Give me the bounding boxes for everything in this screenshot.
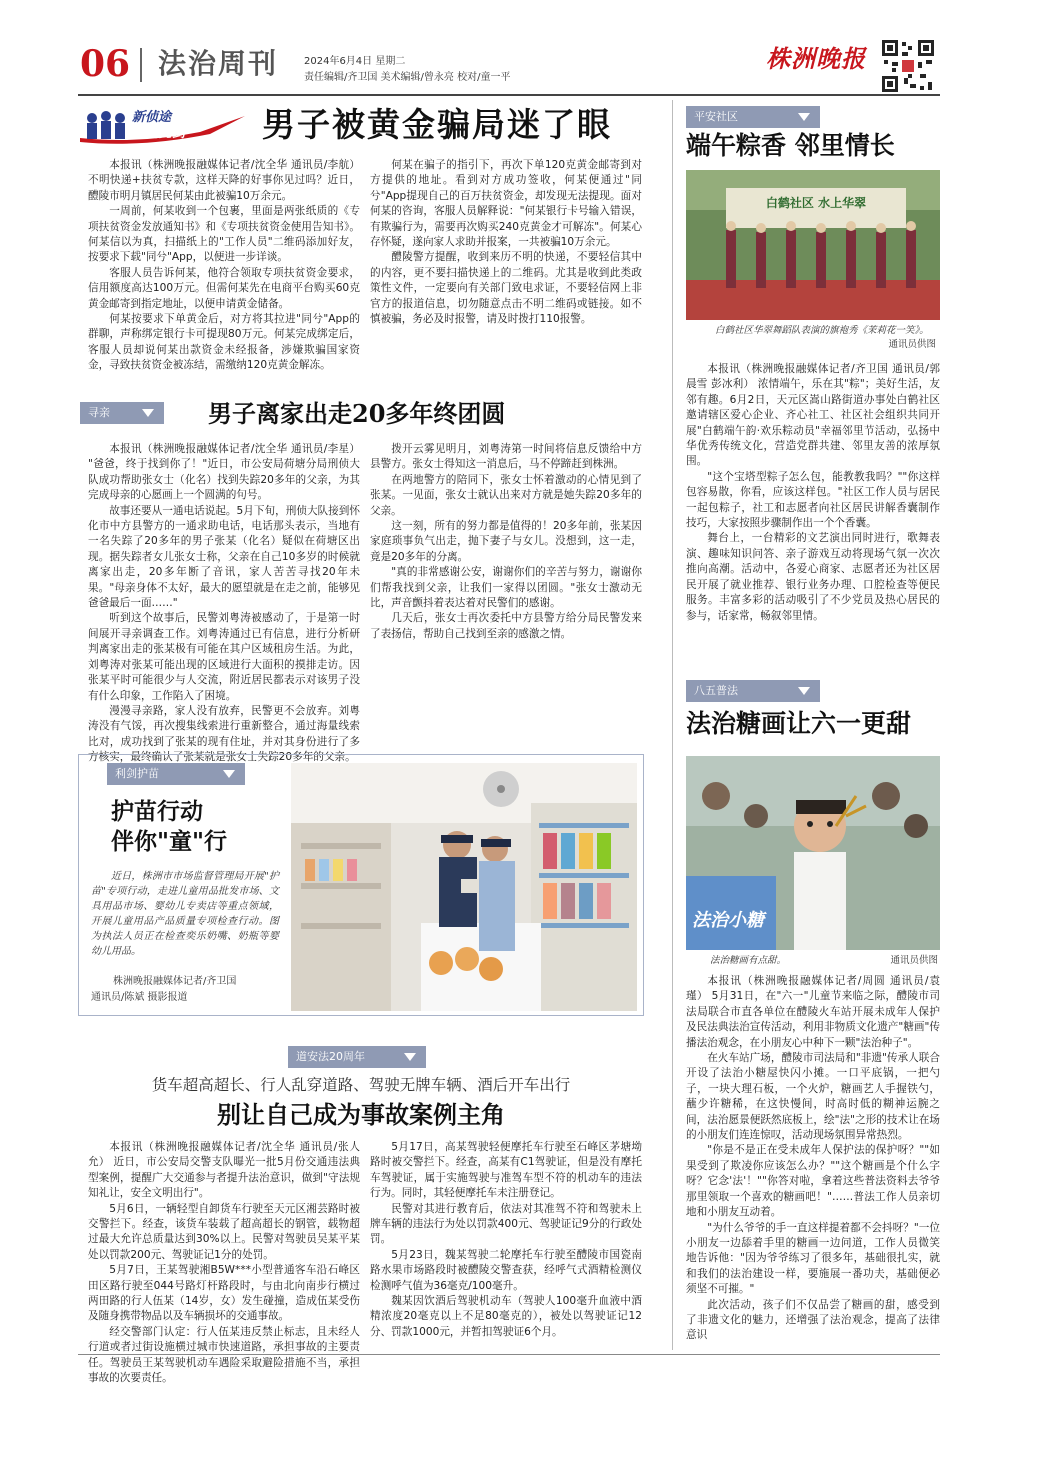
tag-label: 八五普法 (694, 684, 738, 697)
inspection-scene-image (291, 763, 637, 1011)
event-banner-text: 白鹤社区 水上华翠 (765, 196, 867, 210)
paragraph: 5月7日，王某驾驶湘B5W***小型普通客车沿石峰区田区路行驶至044号路灯杆路段时，与由北向南步行横过两田路的行人伍某（14岁，女）发生碰撞，造成伍某受伤及随身携带物品以及车辆损坏的交通事故。 (88, 1264, 360, 1323)
banner-text: 法治小糖 (692, 910, 764, 931)
paragraph: "为什么爷爷的手一直这样提着都不会抖呀？"一位小朋友一边舔着手里的糖画一边问道，工作人员微笑地告诉他："因为爷爷练习了很多年，基础很扎实，就和我们的法治建设一样，要施展一番功夫，基础便必须坚不可摧。" (686, 1221, 940, 1296)
section-tag (686, 106, 820, 128)
dance-photo (686, 170, 940, 320)
caption-credit: 通讯员供图 (890, 955, 938, 966)
article-title: 端午粽香 邻里情长 (686, 131, 895, 160)
feature-box (78, 754, 644, 1016)
triangle-down-icon (798, 113, 810, 121)
dance-performance-image (686, 170, 940, 320)
paragraph: 一周前，何某收到一个包裹，里面是两张纸质的《专项扶贫资金发放通知书》和《专项扶贫资金使用告知书》。何某信以为真，扫描纸上的"工作人员"二维码添加好友，按要求下载"同兮"App，以便进一步详谈。 (88, 205, 360, 264)
editors-line: 责任编辑/齐卫国 美术编辑/曾永亮 校对/童一平 (304, 72, 511, 83)
paragraph: 这一刻，所有的努力都是值得的！20多年前，张某因家庭琐事负气出走，抛下妻子与女儿。没想到，这一走，竟是20多年的分离。 (370, 520, 642, 563)
article-title: 别让自己成为事故案例主角 (217, 1100, 505, 1129)
paragraph: 此次活动，孩子们不仅品尝了糖画的甜，感受到了非遗文化的魅力，还增强了法治观念，提高了法律意识 (686, 1298, 940, 1342)
paragraph: 本报讯（株洲晚报融媒体记者/沈全华 通讯员/李航） 不明快递+扶贫专款，这样天降的好事你见过吗？近日，醴陵市明月镇居民何某由此被骗10万余元。 (88, 159, 360, 202)
section-logo (80, 104, 250, 144)
paragraph: 5月6日，一辆轻型自卸货车行驶至天元区湘芸路时被交警拦下。经查，该货车装载了超高超长的钢管，载物超过最大允许总质量达到30%以上。民警对驾驶员吴某平某处以罚款200元、驾驶证记1分的处罚。 (88, 1202, 360, 1261)
child-photo (686, 756, 940, 950)
paragraph: "你是不是正在受未成年人保护法的保护呀？""如果受到了欺凌你应该怎么办？""这个糖画是个什么字呀？它念'法'！""你答对啦，拿着这些普法资料去爷爷那里领取一个喜欢的糖画吧！"……普法工作人员亲切地和小朋友互动着。 (686, 1144, 940, 1219)
article-body-col1 (88, 158, 360, 374)
date-line: 2024年6月4日 星期二 (304, 56, 406, 67)
inspection-photo (291, 763, 637, 1011)
paragraph: 在火车站广场，醴陵市司法局和"非遗"传承人联合开设了法治小糖屋快闪小摊。一口平底锅，一把勺子，一块大理石板，一个火炉，糖画艺人手握铁勺，蘸少许糖稀，在这快慢间，时高时低的糊神运腕之间，法治愿景便跃然底板上，绘"法"之形的技术让在场的小朋友们连连惊叹，活动现场氛围异常热烈。 (686, 1052, 940, 1142)
paragraph: 几天后，张女士再次委托中方县警方给分局民警发来了表扬信，帮助自己找到至亲的感激之情。 (370, 612, 642, 640)
triangle-down-icon (798, 687, 810, 695)
caption-credit: 通讯员供图 (888, 339, 936, 350)
triangle-down-icon (404, 1053, 416, 1061)
paragraph: 漫漫寻亲路，家人没有放弃，民警更不会放弃。刘粤涛没有气馁，再次搜集线索进行重新整合，通过海量线索比对，成功找到了张某的现有住址，并对其身份进行了多方核实，最终确认了张某就是张女士失踪20多年的父亲。 (88, 704, 360, 764)
header-rule (78, 94, 940, 96)
paragraph: 5月17日，高某驾驶轻便摩托车行驶至石峰区茅塘坳路时被交警拦下。经查，高某有C1驾驶证，但是没有摩托车驾驶证，属于实施驾驶与准驾车型不符的机动车的违法行为。同时，其轻便摩托车未注册登记。 (370, 1141, 642, 1200)
section-title: 法治周刊 (158, 47, 279, 80)
paragraph: 本报讯（株洲晚报融媒体记者/周圆 通讯员/袁瑾） 5月31日，在"六一"儿童节来临之际，醴陵市司法局联合市直各单位在醴陵火车站开展未成年人保护及民法典法治宣传活动，利用非物质文化遗产"糖画"传播法治观念，在小朋友心中种下一颗"法治种子"。 (686, 975, 940, 1049)
page-number: 06 (80, 43, 131, 85)
paragraph: 客服人员告诉何某，他符合领取专项扶贫资金要求，信用额度高达100万元。但需何某先在电商平台购买60克黄金邮寄到指定地址，以便申请黄金储备。 (88, 266, 360, 310)
feature-credit-1: 株洲晚报融媒体记者/齐卫国 (113, 976, 237, 987)
triangle-down-icon (223, 770, 235, 778)
article-title: 法治糖画让六一更甜 (686, 709, 912, 738)
section-tag (686, 680, 820, 702)
paragraph: 故事还要从一通电话说起。5月下旬，刑侦大队接到怀化市中方县警方的一通求助电话，电话那头表示，当地有一名失踪了20多年的男子张某（化名）疑似在荷塘区出现。据失踪者女儿张女士称，父亲在自己10多岁的时候就离家出走，20多年断了音讯，家人苦苦寻找20年未果。"母亲身体不太好，最大的愿望就是在走之前，能够见爸爸最后一面……" (88, 504, 360, 610)
paragraph: "这个宝塔型粽子怎么包，能教教我吗？""你这样包容易散，你看，应该这样包。"社区工作人员与居民一起包粽子，社工和志愿者向社区居民讲解香囊制作技巧，大家按照步骤制作出一个个香囊。 (686, 470, 940, 530)
article-body-col1 (88, 442, 360, 766)
caption-text: 白鹤社区华翠舞蹈队表演的旗袍秀《茉莉花一笑》。 (715, 325, 929, 336)
paragraph: 拨开云雾见明月，刘粤涛第一时间将信息反馈给中方县警方。张女士得知这一消息后，马不停蹄赶到株洲。 (370, 443, 642, 471)
feature-title-line2: 伴你"童"行 (111, 828, 227, 855)
tag-label: 平安社区 (694, 110, 738, 123)
section-tag (107, 763, 245, 785)
article-body (686, 362, 940, 624)
masthead-logo: 株洲晚报 (766, 44, 866, 73)
section-tag (288, 1046, 426, 1068)
section-tag (80, 402, 164, 424)
paragraph: 在两地警方的陪同下，张女士怀着激动的心情见到了张某。一见面，张女士就认出来对方就是她失踪20多年的父亲。 (370, 473, 642, 517)
paragraph: 何某按要求下单黄金后，对方将其拉进"同兮"App的群聊，声称绑定银行卡可提现80万元。何某完成绑定后，客服人员却说何某出款资金未经报备，涉嫌欺骗国家资金，寻致扶贫资金被冻结，需缴纳120克黄金解冻。 (88, 313, 360, 372)
logo-text-bottom: 新亮剑 (146, 126, 186, 141)
paragraph: 本报讯（株洲晚报融媒体记者/沈全华 通讯员/李星） "爸爸，终于找到你了！"近日，市公安局荷塘分局刑侦大队成功帮助张女士（化名）找到失踪20多年的父亲，为其完成母亲的心愿画上一个圆满的句号。 (88, 443, 360, 502)
paragraph: "真的非常感谢公安，谢谢你们的辛苦与努力，谢谢你们帮我找到父亲，让我们一家得以团圆。"张女士激动无比，声音颤抖着表达着对民警们的感谢。 (370, 566, 642, 610)
tag-label: 道安法20周年 (296, 1050, 365, 1063)
paragraph: 魏某因饮酒后驾驶机动车（驾驶人100毫升血液中酒精浓度20毫克以上不足80毫克的），被处以驾驶证记12分、罚款1000元，并暂扣驾驶证6个月。 (370, 1295, 642, 1338)
feature-caption: 近日，株洲市市场监督管理局开展"护苗"专项行动，走进儿童用品批发市场、文具用品市场、婴幼儿专卖店等重点领域，开展儿童用品产品质量专项检查行动。图为执法人员正在检查奕乐奶嘴、奶瓶等婴幼儿用品。 (91, 871, 279, 957)
feature-credit-2: 通讯员/陈斌 摄影报道 (91, 992, 188, 1003)
paragraph: 舞台上，一台精彩的文艺演出同时进行，歌舞表演、趣味知识问答、亲子游戏互动将现场气氛一次次推向高潮。活动中，各爱心商家、志愿者还为社区居民开展了就业推荐、银行业务办理、口腔检查等便民服务。丰富多彩的活动吸引了不少党员及热心居民的参与，话家常，畅叙邻里情。 (686, 532, 940, 622)
paragraph: 本报讯（株洲晚报融媒体记者/沈全华 通讯员/张人允） 近日，市公安局交警支队曝光一批5月份交通违法典型案例，提醒广大交通参与者提升法治意识，做到"守法规知礼让，安全文明出行"。 (88, 1141, 360, 1200)
tag-label: 利剑护苗 (115, 767, 159, 780)
article-body-col1 (88, 1140, 360, 1387)
photo-caption (696, 324, 936, 352)
article-title: 男子离家出走20多年终团圆 (208, 399, 506, 428)
paragraph: 听到这个故事后，民警刘粤涛被感动了，于是第一时间展开寻亲调查工作。刘粤涛通过已有信息，进行分析研判离家出走的张某极有可能在其户区域租房生活。为此，刘粤涛对张某可能出现的区域进行大面积的摸排走访。因张某平时可能很少与人交流，附近居民都表示对该男子没有什么印象，工作陷入了困境。 (88, 612, 360, 702)
paragraph: 本报讯（株洲晚报融媒体记者/齐卫国 通讯员/郭晨雪 彭冰利） 浓情端午，乐在其"粽"；美好生活，友邻有趣。6月2日，天元区嵩山路街道办事处白鹤社区邀请辖区爱心企业、齐心社工、社区社会组织共同开展"白鹤端午韵·欢乐粽动员"幸福邻里节活动，弘扬中华优秀传统文化，营造党群共建、邻里友善的浓厚氛围。 (686, 363, 940, 468)
paragraph: 经交警部门认定：行人伍某违反禁止标志，且未经人行道或者过街设施横过城市快速道路，承担事故的主要责任。驾驶员王某驾驶机动车遇险采取避险措施不当，承担事故的次要责任。 (88, 1325, 360, 1385)
photo-caption (710, 954, 938, 968)
article-kicker: 货车超高超长、行人乱穿道路、驾驶无牌车辆、酒后开车出行 (151, 1076, 571, 1094)
triangle-down-icon (142, 409, 154, 417)
paragraph: 5月23日，魏某驾驶二轮摩托车行驶至醴陵市国瓷南路水果市场路段时被醴陵交警查获，经呼气式酒精检测仪检测呼气值为36毫克/100毫升。 (370, 1248, 642, 1292)
column-divider (672, 100, 673, 1350)
article-title: 男子被黄金骗局迷了眼 (262, 105, 612, 144)
caption-text: 法治糖画有点甜。 (710, 955, 787, 966)
logo-text-top: 新侦途 (132, 110, 172, 125)
paragraph: 何某在骗子的指引下，再次下单120克黄金邮寄到对方提供的地址。看到对方成功签收，何某便通过"同兮"App提现自己的百万扶贫资金，却发现无法提现。面对何某的咨询，客服人员解释说："何某银行卡号输入错误，有欺骗行为，需要再次购买240克黄金才可解冻"。何某心存怀疑，遂向家人求助并报案，一共被骗10万余元。 (370, 159, 642, 249)
article-body-col2 (370, 442, 642, 642)
article-body-col2 (370, 158, 642, 327)
footer-rule (78, 1354, 940, 1355)
qr-code (880, 38, 936, 94)
tag-label: 寻亲 (88, 406, 110, 419)
article-body (686, 974, 940, 1344)
paragraph: 醴陵警方提醒，收到来历不明的快递，不要轻信其中的内容，更不要扫描快递上的二维码。尤其是收到此类政策性文件，一定要向有关部门致电求证，不要轻信网上非官方的报道信息，切勿随意点击不明二维码或链接。如不慎被骗，务必及时报警，请及时拨打110报警。 (370, 251, 642, 326)
article-body-col2 (370, 1140, 642, 1340)
header-divider (140, 48, 142, 82)
feature-title-line1: 护苗行动 (111, 798, 203, 825)
paragraph: 民警对其进行教育后，依法对其准驾不符和驾驶未上牌车辆的违法行为处以罚款400元、驾驶证记9分的行政处罚。 (370, 1202, 642, 1246)
